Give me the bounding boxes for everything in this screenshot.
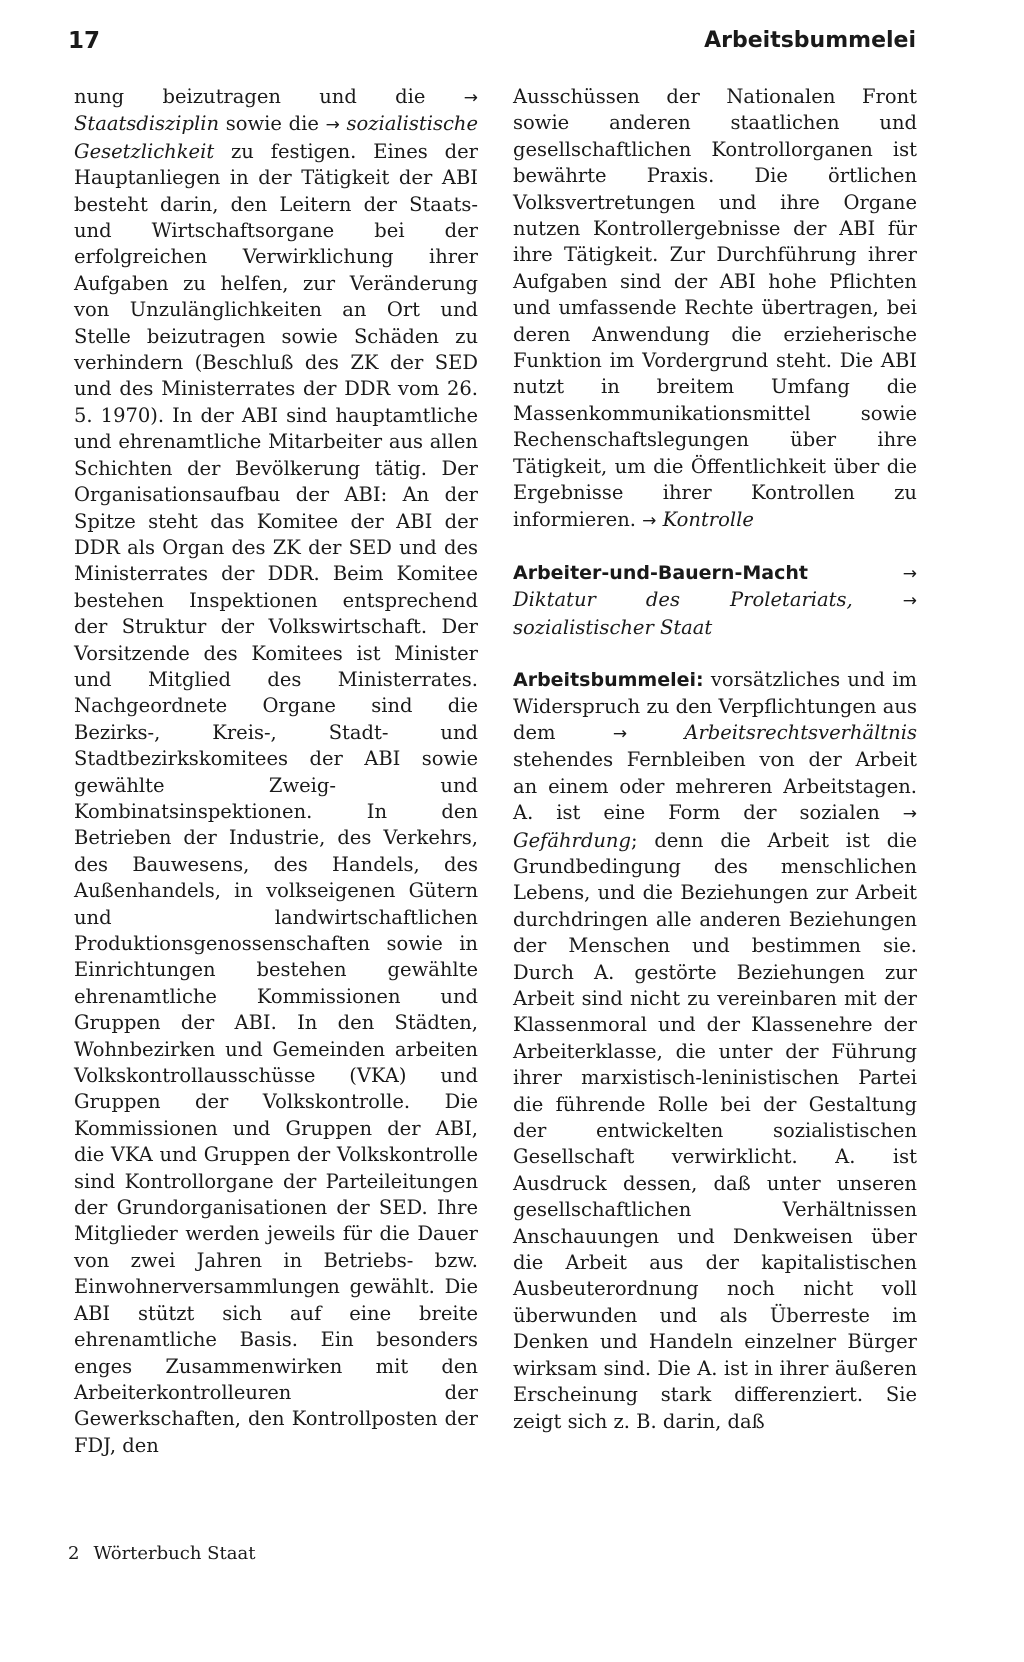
running-head: Arbeitsbummelei <box>704 28 916 53</box>
page-number: 17 <box>68 28 101 54</box>
cross-reference-arrow-icon: → <box>463 88 478 108</box>
body-text: ; denn die Arbeit ist die Grundbedingung des menschlichen Lebens, und die Beziehungen zur Arbeit durchdringen alle anderen Beziehungen der Menschen und bestimmen sie. Durch A. gestörte Beziehungen zur Arbeit sind nicht zu vereinbaren mit der Klassenmoral und der Klassenehre der Arbeiterklasse, die unter der Führung ihrer marxistisch-leninistischen Partei die führende Rolle bei der Gestaltung der entwickelten sozialistischen Gesellschaft verwirklicht. A. ist Ausdruck dessen, daß unter unseren gesellschaftlichen Verhältnissen Anschauungen und Denkweisen über die Arbeit aus der kapitalistischen Ausbeuterordnung noch nicht voll überwunden und als Überreste im Denken und Handeln einzelner Bürger wirksam sind. Die A. ist in ihrer äußeren Erscheinung stark differenziert. Sie zeigt sich z. B. darin, daß <box>513 828 917 1433</box>
entry-continuation <box>513 84 917 534</box>
cross-reference: sozialistischer Staat <box>513 615 713 639</box>
cross-reference-arrow-icon: → <box>612 723 628 744</box>
entry-headword: Arbeitsbummelei: <box>513 669 704 692</box>
cross-reference: Gefährdung <box>513 828 631 852</box>
cross-reference: Diktatur des Proletariats, <box>513 588 853 612</box>
body-text: sowie die <box>219 112 326 136</box>
body-text: nung beizutragen und die <box>74 85 464 108</box>
entry-headword: Arbeiter-und-Bauern-Macht <box>513 561 808 584</box>
cross-reference-arrow-icon: → <box>902 804 917 825</box>
left-column <box>74 84 478 1459</box>
entry-arbeitsbummelei <box>513 667 917 1435</box>
cross-reference-arrow-icon: → <box>325 115 340 136</box>
cross-reference: Staatsdisziplin <box>74 112 220 136</box>
cross-reference-arrow-icon: → <box>902 563 917 584</box>
body-text: vorsätzliches und im Widerspruch zu den Verpflichtungen aus dem <box>513 668 917 744</box>
cross-reference-arrow-icon: → <box>902 591 917 612</box>
body-text: zu festigen. Eines der Hauptanliegen in der Tätigkeit der ABI besteht darin, den Leitern der Staats- und Wirtschaftsorgane bei der erfolgreichen Verwirklichung ihrer Aufgaben zu helfen, zur Veränderung von Unzulänglichkeiten an Ort und Stelle beizutragen sowie Schäden zu verhindern (Beschluß des ZK der SED und des Ministerrates der DDR vom 26. 5. 1970). In der ABI sind hauptamtliche und ehrenamtliche Mitarbeiter aus allen Schichten der Bevölkerung tätig. Der Organisationsaufbau der ABI: An der Spitze steht das Komitee der ABI der DDR als Organ des ZK der SED und des Ministerrates der DDR. Beim Komitee bestehen Inspektionen entsprechend der Struktur der Volkswirtschaft. Der Vorsitzende des Komitees ist Minister und Mitglied des Ministerrates. Nachgeordnete Organe sind die Bezirks-, Kreis-, Stadt- und Stadtbezirkskomitees der ABI sowie gewählte Zweig- und Kombinatsinspektionen. In den Betrieben der Industrie, des Verkehrs, des Bauwesens, des Handels, des Außenhandels, in volkseigenen Gütern und landwirtschaftlichen Produktionsgenossenschaften sowie in Einrichtungen bestehen gewählte ehrenamtliche Kommissionen und Gruppen der ABI. In den Städten, Wohnbezirken und Gemeinden arbeiten Volkskontrollausschüsse (VKA) und Gruppen der Volkskontrolle. Die Kommissionen und Gruppen der ABI, die VKA und Gruppen der Volkskontrolle sind Kontrollorgane der Parteileitungen der Grundorganisationen der SED. Ihre Mitglieder werden jeweils für die Dauer von zwei Jahren in Betriebs- bzw. Einwohnerversammlungen gewählt. Die ABI stützt sich auf eine breite ehrenamtliche Basis. Ein besonders enges Zusammenwirken mit den Arbeiterkontrolleuren der Gewerkschaften, den Kontrollposten der FDJ, den <box>74 139 478 1457</box>
body-text: stehendes Fernbleiben von der Arbeit an einem oder mehreren Arbeitstagen. A. ist eine Form der sozialen <box>513 748 917 825</box>
cross-reference-arrow-icon: → <box>642 510 657 531</box>
entry-continuation <box>74 84 478 1459</box>
body-text: Ausschüssen der Nationalen Front sowie anderen staatlichen und gesellschaftlichen Kontrollorganen ist bewährte Praxis. Die örtlichen Volksvertretungen und ihre Organe nutzen Kontrollergebnisse der ABI für ihre Tätigkeit. Zur Durchführung ihrer Aufgaben sind der ABI hohe Pflichten und umfassende Rechte übertragen, bei deren Anwendung die erzieherische Funktion im Vordergrund steht. Die ABI nutzt in breitem Umfang die Massenkommunikationsmittel sowie Rechenschaftslegungen über ihre Tätigkeit, um die Öffentlichkeit über die Ergebnisse ihrer Kontrollen zu informieren. <box>513 85 917 531</box>
footer <box>68 1543 255 1564</box>
signature-mark: 2 <box>68 1543 80 1564</box>
book-title: Wörterbuch Staat <box>93 1543 256 1564</box>
cross-reference: Arbeitsrechtsverhältnis <box>684 720 917 744</box>
cross-reference: sozialistische Gesetzlichkeit <box>74 112 478 163</box>
entry-arbeiter-und-bauern-macht <box>513 560 917 641</box>
right-column <box>513 84 917 1435</box>
cross-reference: Kontrolle <box>662 507 754 531</box>
